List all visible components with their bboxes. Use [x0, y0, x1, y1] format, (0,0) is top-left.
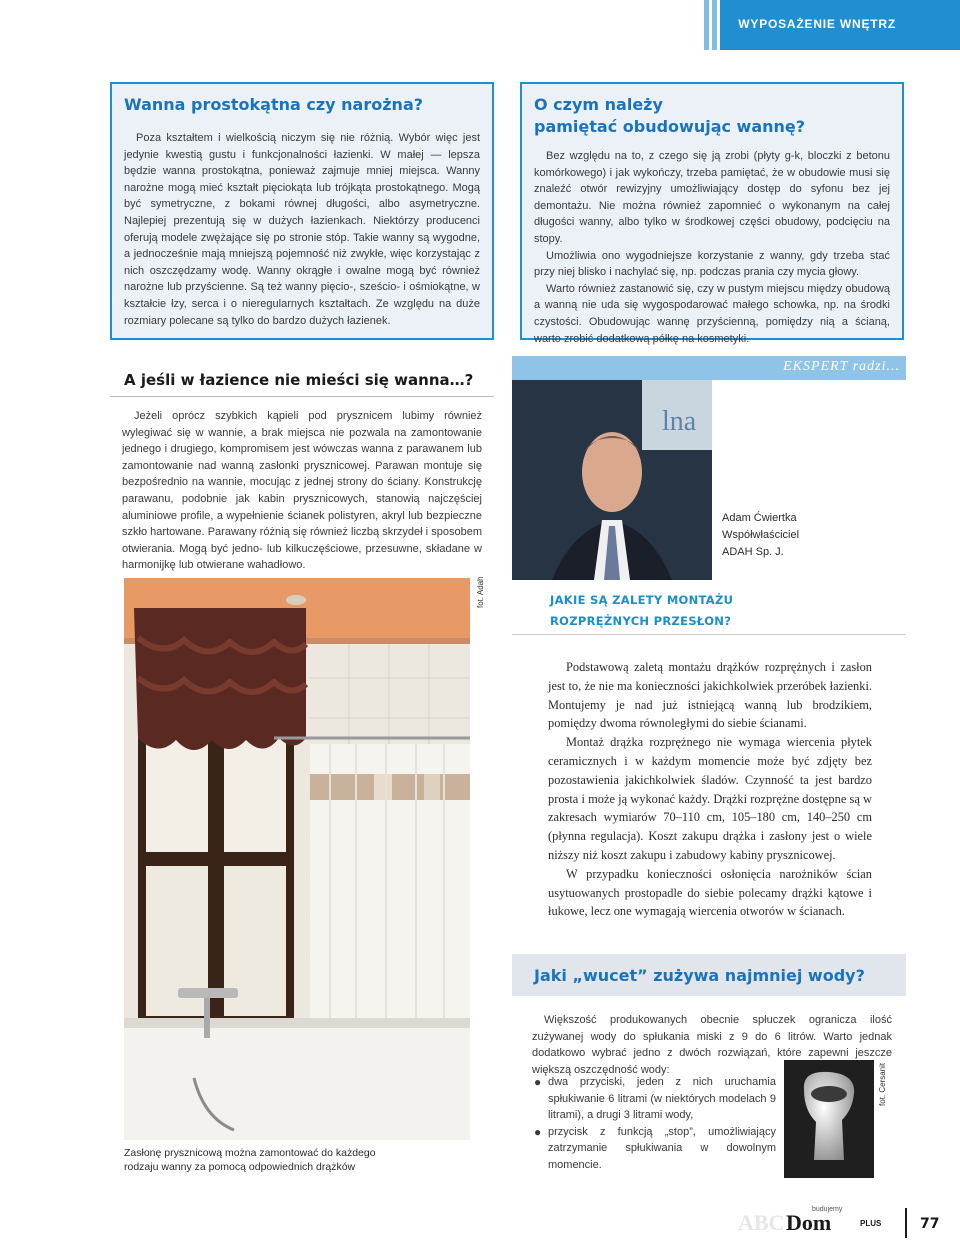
logo-dom: Dom — [786, 1210, 832, 1235]
bathroom-photo — [124, 578, 470, 1140]
expert-answer — [548, 658, 872, 921]
expert-portrait — [512, 380, 712, 580]
expert-role: Współwłaściciel — [722, 529, 800, 541]
dom-plus-logo — [786, 1206, 886, 1236]
abc-logo: ABC — [738, 1210, 785, 1235]
divider — [512, 634, 906, 635]
list-item-text: przycisk z funkcją „stop”, umożliwiający zatrzymanie spłukiwania w dowolnym momencie. — [548, 1125, 776, 1171]
box-paragraph: Umożliwia ono wygodniejsze korzystanie z wanny, gdy trzeba stać przy niej blisko i nachylać się, np. podczas prania czy mycia głowy. — [534, 249, 890, 279]
logo-budujemy: budujemy — [812, 1206, 843, 1213]
box-text: Poza kształtem i wielkością niczym się nie różnią. Wybór więc jest jedynie kwestią gustu i funkcjonalności łazienki. W małej — lepsza będzie wanna prostokątna, ponieważ zajmuje mniej miejsca. Wanny narożne mogą mieć kształt pięciokąta lub trójkąta prostokątnego. Mogą być symetryczne, z bokami równej długości, albo asymetryczne. Najlepiej prezentują się w dużych łazienkach. Niektórzy producenci oferują modele zwężające się po stronie stóp. Takie wanny są wygodne, a jednocześnie mają mniejszą pojemność niż zwykłe, więc korzystając z nich oszczędzamy wodę. Wanny okrągłe i owalne mogą być również narożne lub przyścienne. Są też wanny pięcio-, sześcio- i ośmiokątne, w kształcie łzy, serca i o nieregularnych kształtach. Ze względu na duże rozmiary polecane są tylko do bardzo dużych łazienek. — [124, 132, 480, 327]
box-paragraph: Bez względu na to, z czego się ją zrobi (płyty g-k, bloczki z betonu komórkowego) i jak wykończy, trzeba pamiętać, że w obudowie musi się znaleźć otwór rewizyjny umożliwiający dostęp do syfonu bez jej demontażu. Nie można również zapomnieć o wykonanym na całej długości wanny, albo tylko w środkowej części obudowy, podcięciu na stopy. — [534, 150, 890, 245]
expert-banner-label: EKSPERT radzi... — [783, 359, 900, 374]
bullet-dot: ● — [534, 1124, 542, 1139]
shower-text — [122, 408, 482, 574]
box-title: Wanna prostokątna czy narożna? — [124, 95, 424, 114]
expert-banner — [512, 356, 906, 380]
expert-question-line1: JAKIE SĄ ZALETY MONTAŻU — [550, 593, 734, 607]
list-item-text: dwa przyciski, jeden z nich uruchamia spłukiwanie 6 litrami (w niektórych modelach 9 litrami), a drugi 3 litrami wody, — [548, 1076, 776, 1122]
divider — [110, 396, 494, 397]
box-title-line2: pamiętać obudowując wannę? — [534, 117, 806, 136]
expert-company: ADAH Sp. J. — [722, 546, 784, 558]
logo-plus: PLUS — [860, 1219, 882, 1228]
info-box-bathtub-casing — [520, 82, 904, 345]
info-box-bathtub-shape — [110, 82, 494, 340]
portrait-illustration — [512, 380, 712, 580]
expert-question — [550, 590, 733, 632]
expert-paragraph: W przypadku konieczności osłonięcia narożników ścian usytuowanych prostopadle do siebie polecamy drążki kątowe i łukowe, lecz one wymagają wiercenia otworów w ścianach. — [548, 866, 872, 919]
toilet-paragraph: Większość produkowanych obecnie spłuczek ogranicza ilość zużywanej wody do spłukania miski z 9 do 6 litrów. Warto jednak dodatkowo wybrać jedno z dwóch rozwiązań, które zapewni jeszcze większą oszczędność wody: — [532, 1014, 892, 1076]
section-title-shower: A jeśli w łazience nie mieści się wanna…? — [124, 371, 474, 389]
expert-info — [722, 510, 799, 561]
section-label: WYPOSAŻENIE WNĘTRZ — [738, 17, 896, 31]
expert-name: Adam Ćwiertka — [722, 512, 797, 524]
bathroom-illustration — [124, 578, 470, 1140]
expert-question-line2: ROZPRĘŻNYCH PRZESŁON? — [550, 614, 732, 628]
bullet-dot: ● — [534, 1075, 542, 1089]
header-stripe — [712, 0, 717, 50]
box-paragraph: Warto również zastanowić się, czy w pustym miejscu między obudową a wanną nie uda się wygospodarować małego schowka, np. na środki czystości. Obudowując wannę przyścienną, pomiędzy nią a ścianą, warto zrobić dodatkową półkę na kosmetyki. — [534, 282, 890, 345]
header-stripe — [704, 0, 709, 50]
expert-paragraph: Montaż drążka rozprężnego nie wymaga wiercenia płytek ceramicznych i w każdym momencie może być zdjęty bez pozostawienia jakichkolwiek śladów. Czynność ta jest bardzo prosta i może ją wykonać każdy. Drążki rozprężne dostępne są w zakresach wymiarów 70–110 cm, 105–180 cm, 140–250 cm (płynna regulacja). Koszt zakupu drążka i zasłony jest o wiele niższy niż koszt zakupu i zabudowy kabiny prysznicowej. — [548, 735, 872, 862]
toilet-photo — [784, 1060, 874, 1178]
expert-paragraph: Podstawową zaletą montażu drążków rozprężnych i zasłon jest to, że nie ma konieczności jakichkolwiek przeróbek łazienki. Montujemy je nad już istniejącą wanną lub brodzikiem, pomiędzy dwoma równoległymi do siebie ścianami. — [548, 660, 872, 731]
backdrop-text: lna — [662, 406, 697, 437]
photo-caption: Zasłonę prysznicową można zamontować do każdego rodzaju wanny za pomocą odpowiednich drążków — [124, 1147, 376, 1173]
section-header — [720, 0, 960, 50]
page-number-rule — [905, 1208, 907, 1238]
list-item — [532, 1074, 776, 1124]
shower-paragraph: Jeżeli oprócz szybkich kąpieli pod prysznicem lubimy również wylegiwać się w wannie, a brak miejsca nie pozwala na zamontowanie jednego i drugiego, kompromisem jest wówczas wanna z parawanem lub zamontowanie nad wanną zasłonki prysznicowej. Parawan montuje się bezpośrednio na wannie, mocując z jednej strony do ściany. Konstrukcję parawanu, podobnie jak kabin prysznicowych, stanowią najczęściej aluminiowe profile, a wypełnienie ścianek polistyren, akryl lub bezpieczne szkło hartowane. Parawany różnią się również liczbą skrzydeł i sposobem otwierania. Mogą być jedno- lub kilkuczęściowe, przesuwne, składane w harmonijkę lub otwierane wahadłowo. — [122, 410, 482, 572]
section-title-toilet: Jaki „wucet” zużywa najmniej wody? — [534, 966, 865, 985]
photo-credit: fot. Adah — [476, 576, 485, 608]
box-title-line1: O czym należy — [534, 95, 663, 114]
toilet-bullets — [532, 1074, 776, 1174]
page-number: 77 — [920, 1216, 940, 1232]
toilet-illustration — [784, 1060, 874, 1178]
list-item — [532, 1124, 776, 1174]
photo-credit: fot. Cersanit — [878, 1062, 887, 1106]
